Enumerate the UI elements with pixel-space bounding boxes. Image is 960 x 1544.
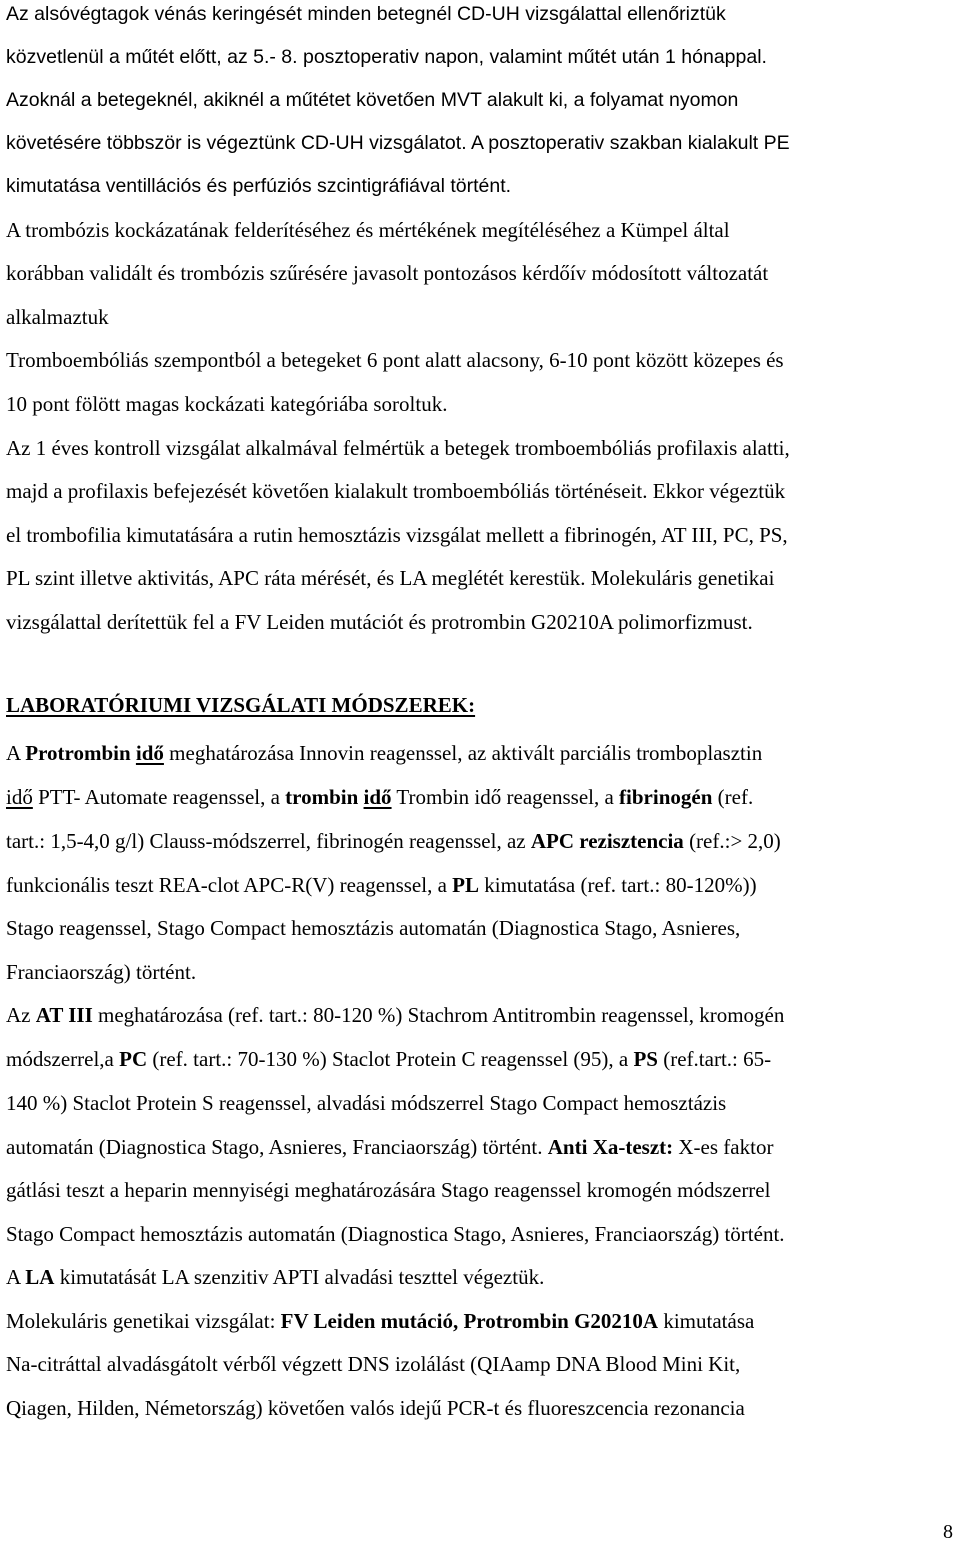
section-heading [6, 693, 475, 717]
text-segment: A trombózis kockázatának felderítéséhez és mértékének megítéléséhez a Kümpel által [6, 218, 730, 242]
text-line [6, 2, 726, 26]
text-line [6, 1222, 785, 1246]
text-segment: trombin [285, 785, 364, 809]
text-segment: (ref. [712, 785, 754, 809]
text-line [6, 610, 753, 634]
text-line [6, 88, 738, 112]
text-line [6, 1178, 770, 1202]
text-line [6, 1003, 784, 1027]
text-segment: (ref.:> 2,0) [683, 829, 781, 853]
text-segment: Tromboembóliás szempontból a betegeket 6 pont alatt alacsony, 6-10 pont között közepes és [6, 348, 784, 372]
text-segment: PL [452, 873, 479, 897]
text-segment: PTT- Automate reagenssel, a [32, 785, 286, 809]
text-line [6, 261, 768, 285]
text-line [6, 436, 790, 460]
text-line [6, 1047, 771, 1071]
text-segment: alkalmaztuk [6, 305, 109, 329]
text-line [6, 348, 784, 372]
text-segment: idő [363, 785, 392, 809]
underlined-text: idő [135, 741, 164, 765]
text-segment: PS [633, 1047, 658, 1071]
text-segment: Az 1 éves kontroll vizsgálat alkalmával felmértük a betegek tromboembóliás profilaxis alatti, [6, 436, 790, 460]
text-segment: Trombin idő reagenssel, a [391, 785, 620, 809]
text-line [6, 1396, 745, 1420]
text-segment: gátlási teszt a heparin mennyiségi meghatározására Stago reagenssel kromogén módszerrel [6, 1178, 771, 1202]
text-segment: Na-citráttal alvadásgátolt vérből végzett DNS izolálást (QIAamp DNA Blood Mini Kit, [6, 1352, 741, 1376]
text-segment: kimutatását LA szenzitiv APTI alvadási teszttel végeztük. [54, 1265, 545, 1289]
text-segment: meghatározása (ref. tart.: 80-120 %) Stachrom Antitrombin reagenssel, kromogén [92, 1003, 785, 1027]
text-segment: Az [6, 1003, 36, 1027]
text-segment: APC rezisztencia [530, 829, 684, 853]
text-line [6, 479, 785, 503]
text-line [6, 1135, 773, 1159]
text-segment: idő [6, 785, 33, 809]
text-segment: fibrinogén [619, 785, 713, 809]
text-segment: X-es faktor [673, 1135, 774, 1159]
text-line [6, 1265, 544, 1289]
text-line [6, 916, 740, 940]
page-number: 8 [943, 1521, 953, 1543]
text-segment: Anti Xa-teszt: [547, 1135, 674, 1159]
text-segment: automatán (Diagnostica Stago, Asnieres, Franciaország) történt. [6, 1135, 548, 1159]
text-segment: (ref. tart.: 70-130 %) Staclot Protein C reagenssel (95), a [147, 1047, 634, 1071]
text-segment: közvetlenül a műtét előtt, az 5.- 8. posztoperativ napon, valamint műtét után 1 hónappal. [6, 46, 767, 68]
text-line [6, 1352, 740, 1376]
text-line [6, 829, 781, 853]
text-line [6, 1309, 754, 1333]
text-segment: A [6, 1265, 26, 1289]
text-segment: Azoknál a betegeknél, akiknél a műtétet követően MVT alakult ki, a folyamat nyomon [6, 89, 739, 111]
text-line [6, 131, 790, 155]
text-segment: Az alsóvégtagok vénás keringését minden betegnél CD-UH vizsgálattal ellenőriztük [6, 3, 726, 25]
text-segment: Molekuláris genetikai vizsgálat: [6, 1309, 281, 1333]
text-segment: módszerrel,a [6, 1047, 120, 1071]
text-segment: 140 %) Staclot Protein S reagenssel, alvadási módszerrel Stago Compact hemosztázis [6, 1091, 727, 1115]
text-segment: kimutatása [658, 1309, 755, 1333]
text-line [6, 45, 767, 69]
text-segment: LABORATÓRIUMI VIZSGÁLATI MÓDSZEREK: [6, 693, 476, 717]
text-segment: PC [119, 1047, 148, 1071]
text-segment: FV Leiden mutáció, Protrombin G20210A [280, 1309, 659, 1333]
text-segment: korábban validált és trombózis szűrésére javasolt pontozásos kérdőív módosított változatát [6, 261, 769, 285]
text-segment: Qiagen, Hilden, Németország) követően valós idejű PCR-t és fluoreszcencia rezonancia [6, 1396, 745, 1420]
text-segment: Protrombin idő [25, 741, 164, 765]
text-segment: Franciaország) történt. [6, 960, 197, 984]
text-segment: AT III [35, 1003, 93, 1027]
text-segment: 10 pont fölött magas kockázati kategóriába soroltuk. [6, 392, 448, 416]
text-segment: el trombofilia kimutatására a rutin hemosztázis vizsgálat mellett a fibrinogén, AT III, PC, PS, [6, 523, 788, 547]
text-line [6, 392, 447, 416]
text-line [6, 1091, 726, 1115]
text-segment: tart.: 1,5-4,0 g/l) Clauss-módszerrel, fibrinogén reagenssel, az [6, 829, 531, 853]
text-segment: követésére többször is végeztünk CD-UH vizsgálatot. A posztoperativ szakban kialakult PE [6, 132, 790, 154]
text-segment: Stago Compact hemosztázis automatán (Diagnostica Stago, Asnieres, Franciaország) történt. [6, 1222, 785, 1246]
text-segment: majd a profilaxis befejezését követően kialakult tromboembóliás történéseit. Ekkor végeztük [6, 479, 786, 503]
text-line [6, 566, 774, 590]
text-segment: Stago reagenssel, Stago Compact hemosztázis automatán (Diagnostica Stago, Asnieres, [6, 916, 741, 940]
text-line [6, 741, 762, 765]
text-segment: (ref.tart.: 65- [658, 1047, 772, 1071]
text-line [6, 785, 753, 809]
text-line [6, 873, 757, 897]
text-line [6, 960, 196, 984]
text-line [6, 305, 109, 329]
text-segment: kimutatása (ref. tart.: 80-120%)) [479, 873, 757, 897]
text-segment: funkcionális teszt REA-clot APC-R(V) reagenssel, a [6, 873, 453, 897]
text-segment: vizsgálattal derítettük fel a FV Leiden mutációt és protrombin G20210A polimorfizmust. [6, 610, 753, 634]
text-line [6, 174, 511, 198]
text-segment: A [6, 741, 26, 765]
text-line [6, 523, 788, 547]
text-segment: LA [25, 1265, 55, 1289]
text-line [6, 218, 730, 242]
text-segment: PL szint illetve aktivitás, APC ráta mérését, és LA meglétét kerestük. Molekuláris genetikai [6, 566, 775, 590]
text-segment: meghatározása Innovin reagenssel, az aktivált parciális tromboplasztin [163, 741, 763, 765]
text-segment: kimutatása ventillációs és perfúziós szcintigráfiával történt. [6, 175, 512, 197]
